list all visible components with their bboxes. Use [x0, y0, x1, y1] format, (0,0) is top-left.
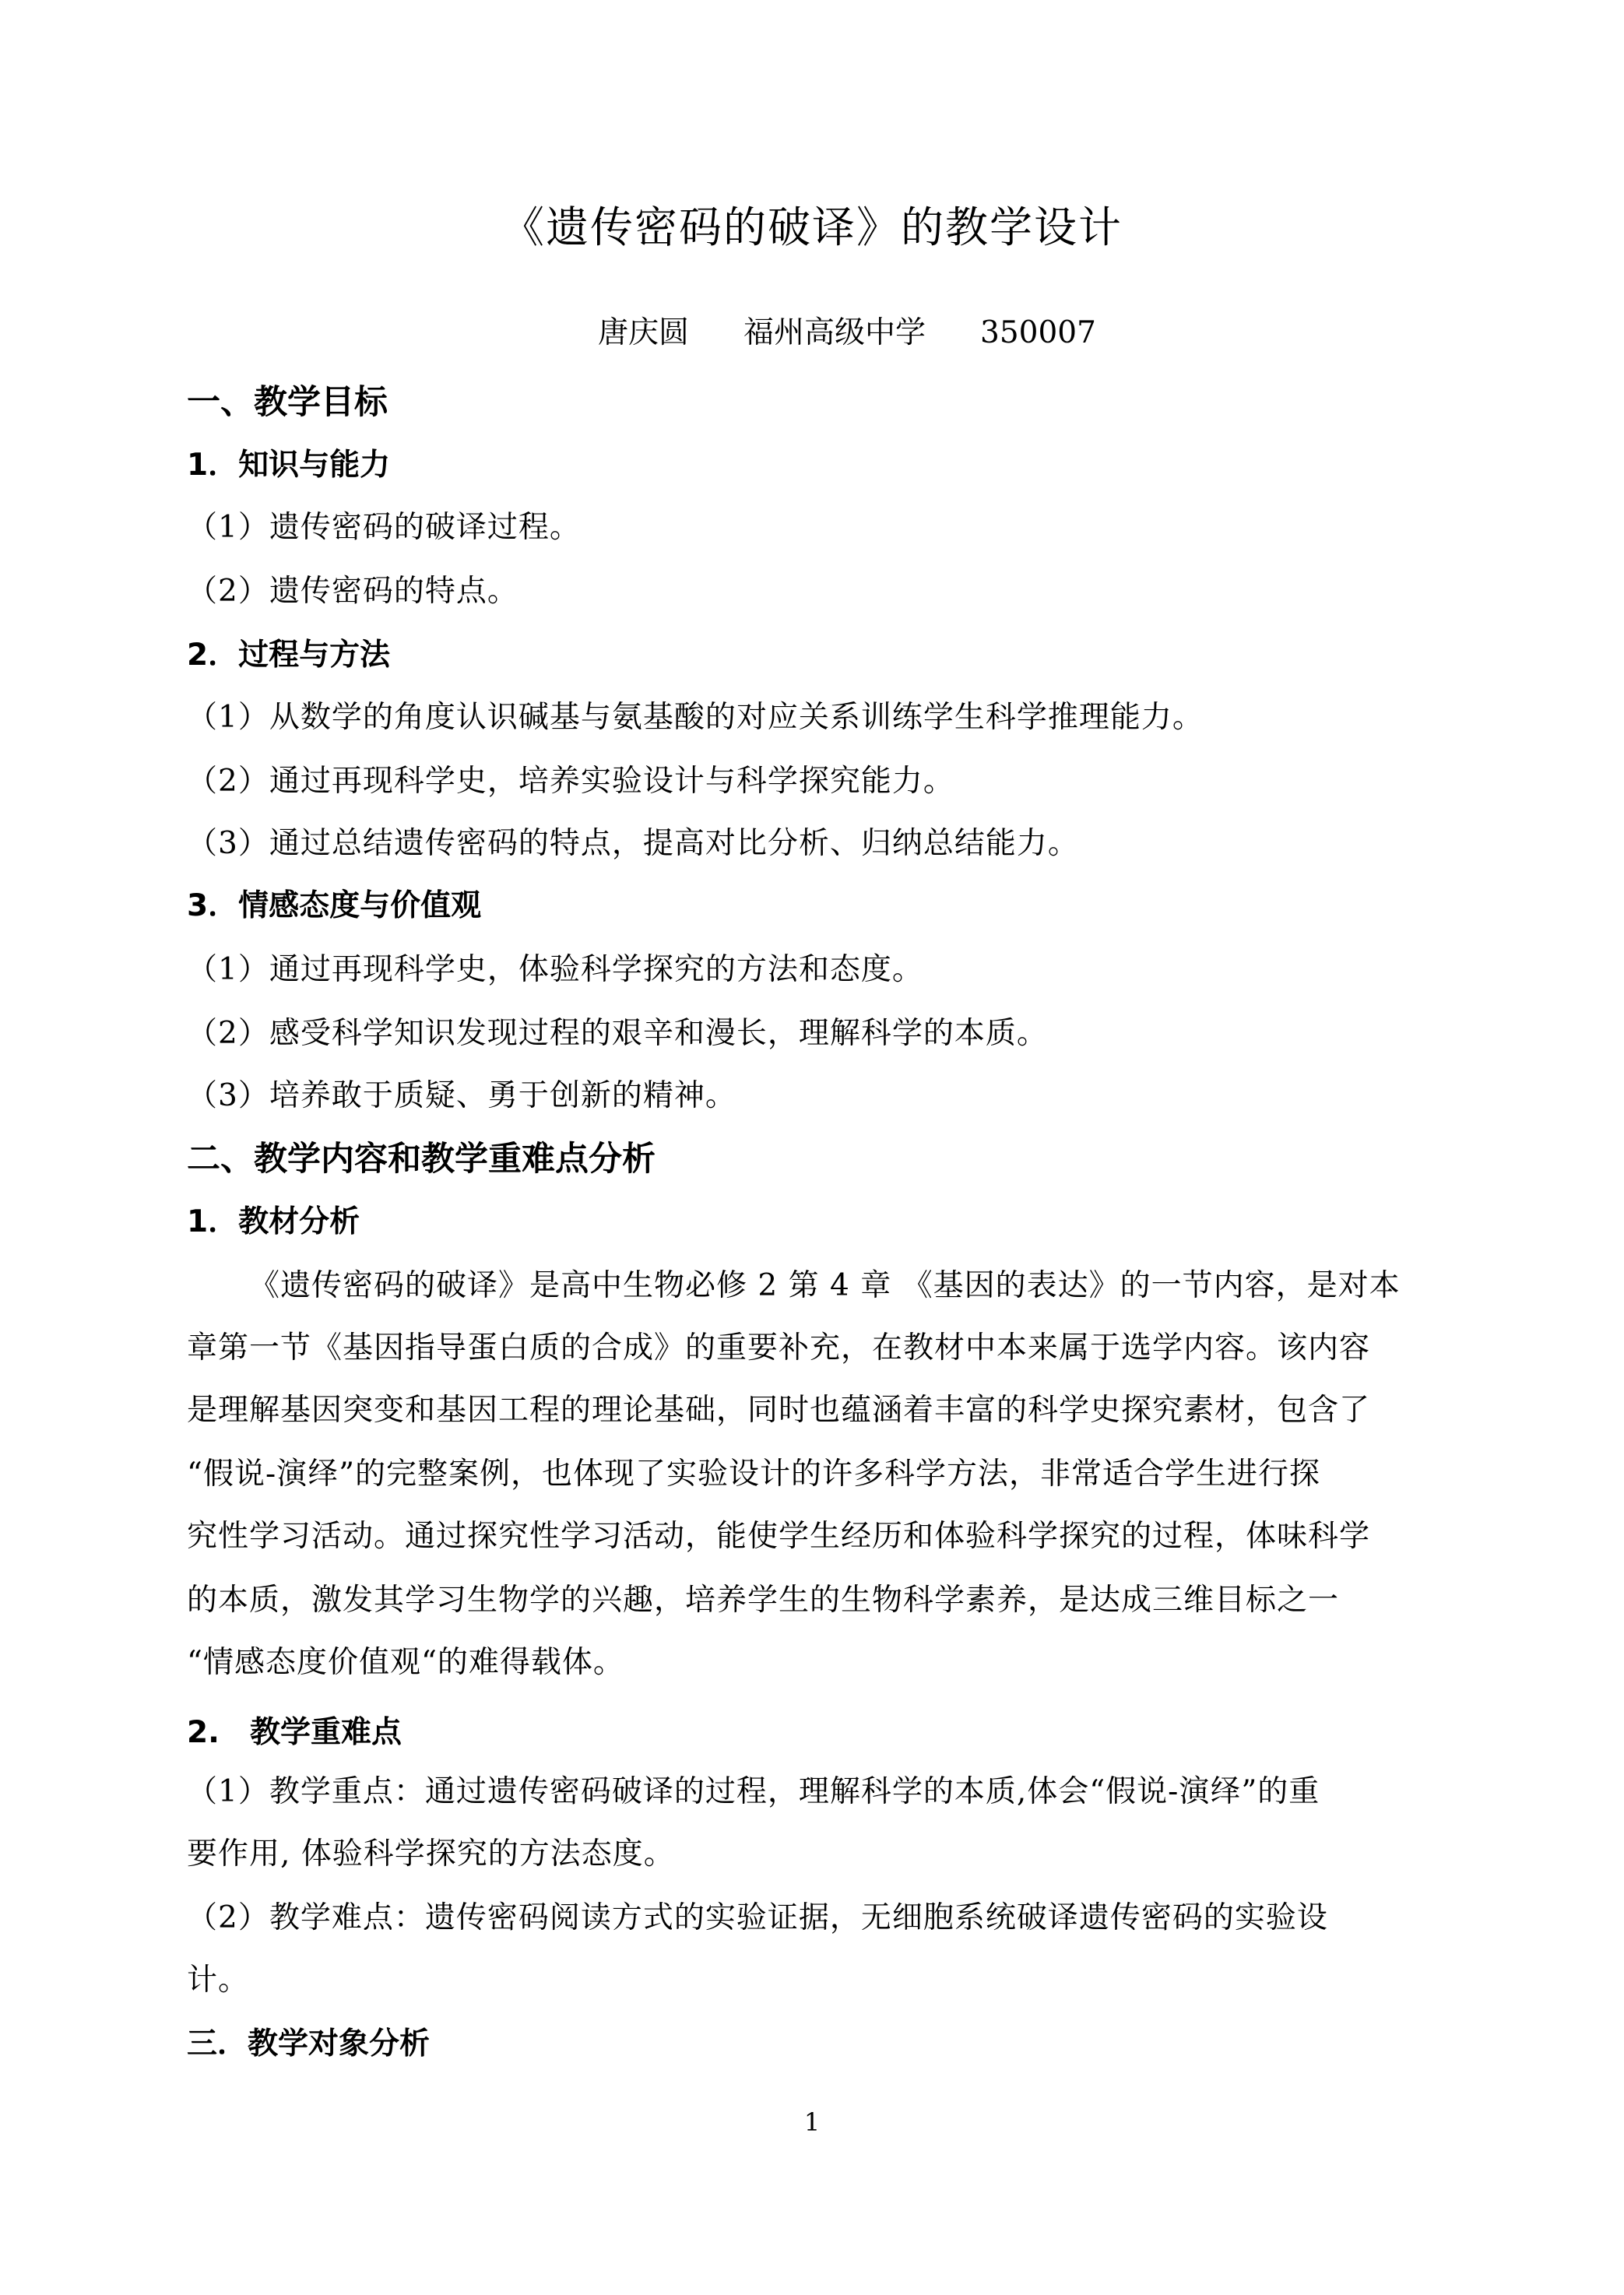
subheading-key-points: 2. 教学重难点 — [187, 1715, 402, 1750]
author-line — [598, 313, 1096, 353]
section-heading-content-analysis: 二、教学内容和教学重难点分析 — [187, 1140, 656, 1179]
subheading-attitude-values: 3．情感态度与价值观 — [187, 888, 482, 923]
author-zip: 350007 — [980, 315, 1096, 350]
list-item: （1）遗传密码的破译过程。 — [187, 510, 581, 545]
paragraph-line: 是理解基因突变和基因工程的理论基础，同时也蕴涵着丰富的科学史探究素材，包含了 — [187, 1393, 1371, 1428]
paragraph-line: “假说-演绎”的完整案例，也体现了实验设计的许多科学方法，非常适合学生进行探 — [187, 1457, 1321, 1492]
subheading-textbook-analysis: 1．教材分析 — [187, 1204, 360, 1239]
section-heading-objectives: 一、教学目标 — [187, 383, 388, 422]
list-item: （2）通过再现科学史，培养实验设计与科学探究能力。 — [187, 764, 954, 799]
paragraph-line: （2）教学难点：遗传密码阅读方式的实验证据，无细胞系统破译遗传密码的实验设 — [187, 1900, 1328, 1935]
list-item: （3）培养敢于质疑、勇于创新的精神。 — [187, 1078, 736, 1113]
document-title: 《遗传密码的破译》的教学设计 — [501, 202, 1123, 252]
paragraph-line: 的本质，激发其学习生物学的兴趣，培养学生的生物科学素养，是达成三维目标之一 — [187, 1583, 1340, 1618]
list-item: （1）通过再现科学史，体验科学探究的方法和态度。 — [187, 952, 923, 987]
paragraph-line: （1）教学重点：通过遗传密码破译的过程，理解科学的本质,体会“假说-演绎”的重 — [187, 1774, 1320, 1809]
subheading-process-method: 2．过程与方法 — [187, 638, 391, 673]
author-school: 福州高级中学 — [743, 315, 926, 350]
subheading-knowledge-ability: 1．知识与能力 — [187, 448, 391, 483]
list-item: （1）从数学的角度认识碱基与氨基酸的对应关系训练学生科学推理能力。 — [187, 700, 1204, 735]
list-item: （3）通过总结遗传密码的特点，提高对比分析、归纳总结能力。 — [187, 826, 1079, 861]
page-number: 1 — [803, 2107, 821, 2137]
author-name: 唐庆圆 — [598, 315, 690, 350]
paragraph-line: “情感态度价值观“的难得载体。 — [187, 1645, 624, 1680]
paragraph-line: 究性学习活动。通过探究性学习活动，能使学生经历和体验科学探究的过程，体味科学 — [187, 1519, 1371, 1554]
paragraph-line: 《遗传密码的破译》是高中生物必修 2 第 4 章 《基因的表达》的一节内容，是对本 — [249, 1268, 1401, 1303]
section-heading-audience-analysis: 三．教学对象分析 — [187, 2026, 431, 2061]
list-item: （2）遗传密码的特点。 — [187, 574, 518, 609]
paragraph-line: 要作用, 体验科学探究的方法态度。 — [187, 1836, 675, 1871]
paragraph-line: 章第一节《基因指导蛋白质的合成》的重要补充，在教材中本来属于选学内容。该内容 — [187, 1330, 1371, 1365]
paragraph-line: 计。 — [187, 1963, 250, 1998]
list-item: （2）感受科学知识发现过程的艰辛和漫长，理解科学的本质。 — [187, 1016, 1048, 1051]
